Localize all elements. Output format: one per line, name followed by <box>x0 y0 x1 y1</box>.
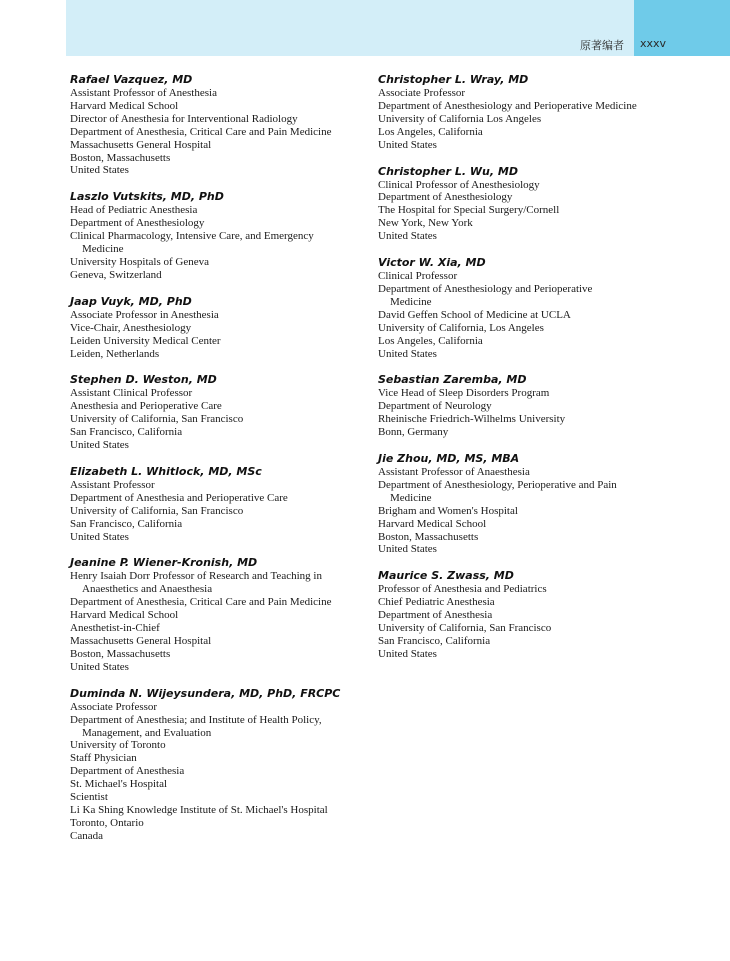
affiliation-line: Department of Anesthesia; and Institute of Health Policy, <box>70 713 322 726</box>
contributor-entry <box>70 464 370 544</box>
affiliation-line: Leiden University Medical Center <box>70 334 221 347</box>
header-band <box>66 0 634 56</box>
affiliation-line: Medicine <box>390 295 432 308</box>
contributors-column-left <box>70 72 370 855</box>
affiliation-line: Toronto, Ontario <box>70 816 144 829</box>
affiliation-line: Boston, Massachusetts <box>70 151 171 164</box>
affiliation-line: Harvard Medical School <box>378 517 487 530</box>
affiliation-line: Department of Anesthesiology <box>70 217 205 230</box>
affiliation-line: Bonn, Germany <box>378 426 449 439</box>
contributor-entry <box>70 72 370 177</box>
contributor-entry <box>378 72 668 152</box>
affiliation-line: Department of Anesthesia, Critical Care and Pain Medicine <box>70 596 332 609</box>
affiliation-line: University of California, San Francisco <box>70 413 244 426</box>
affiliation-line: San Francisco, California <box>70 426 183 439</box>
affiliation-line: University Hospitals of Geneva <box>70 255 209 268</box>
contributor-entry <box>378 255 668 360</box>
affiliation-line: University of California, San Francisco <box>70 504 244 517</box>
affiliation-line: Management, and Evaluation <box>82 726 212 739</box>
affiliation-line: David Geffen School of Medicine at UCLA <box>378 308 571 321</box>
affiliation-line: Medicine <box>390 491 432 504</box>
contributor-name: Laszlo Vutskits, MD, PhD <box>70 190 224 204</box>
contributor-name: Maurice S. Zwass, MD <box>378 569 514 583</box>
affiliation-line: University of Toronto <box>70 739 166 752</box>
affiliation-line: Assistant Professor of Anaesthesia <box>378 466 530 479</box>
contributor-name: Christopher L. Wray, MD <box>378 73 529 86</box>
affiliation-line: The Hospital for Special Surgery/Cornell <box>378 204 560 217</box>
affiliation-line: Clinical Pharmacology, Intensive Care, and Emergency <box>70 230 314 243</box>
affiliation-line: Associate Professor <box>378 87 466 99</box>
contributor-name: Rafael Vazquez, MD <box>70 73 193 86</box>
affiliation-line: St. Michael's Hospital <box>70 778 168 791</box>
affiliation-line: Boston, Massachusetts <box>70 647 171 660</box>
affiliation-line: University of California, Los Angeles <box>378 321 544 334</box>
affiliation-line: Vice-Chair, Anesthesiology <box>70 321 192 334</box>
affiliation-line: United States <box>70 660 129 673</box>
affiliation-line: Head of Pediatric Anesthesia <box>70 204 198 217</box>
affiliation-line: San Francisco, California <box>70 517 183 530</box>
affiliation-line: Chief Pediatric Anesthesia <box>378 596 495 609</box>
affiliation-line: United States <box>70 530 129 543</box>
affiliation-line: San Francisco, California <box>378 635 491 647</box>
affiliation-line: United States <box>378 138 437 151</box>
affiliation-line: New York, New York <box>378 217 473 230</box>
contributor-name: Duminda N. Wijeysundera, MD, PhD, FRCPC <box>70 686 341 700</box>
contributor-name: Victor W. Xia, MD <box>378 256 486 270</box>
contributor-name: Jie Zhou, MD, MS, MBA <box>378 452 520 466</box>
affiliation-line: Department of Anesthesia <box>70 765 185 778</box>
affiliation-line: Department of Anesthesiology and Perioperative Medicine <box>378 99 637 112</box>
affiliation-line: University of California Los Angeles <box>378 112 542 125</box>
affiliation-line: Department of Anesthesiology and Perioperative <box>378 282 593 295</box>
affiliation-line: Los Angeles, California <box>378 334 483 347</box>
affiliation-line: Scientist <box>70 791 108 804</box>
affiliation-line: Assistant Professor of Anesthesia <box>70 87 217 99</box>
affiliation-line: Assistant Clinical Professor <box>70 387 193 400</box>
contributor-name: Christopher L. Wu, MD <box>378 164 518 178</box>
contributor-entry <box>70 555 370 673</box>
running-head: 原著编者 <box>580 39 624 52</box>
affiliation-line: Rheinische Friedrich-Wilhelms University <box>378 413 566 426</box>
affiliation-line: Anaesthetics and Anaesthesia <box>82 583 213 596</box>
affiliation-line: Department of Anesthesiology, Perioperative and Pain <box>378 478 617 491</box>
affiliation-line: Geneva, Switzerland <box>70 268 162 281</box>
affiliation-line: Leiden, Netherlands <box>70 347 160 360</box>
contributor-entry <box>378 451 668 556</box>
contributor-name: Sebastian Zaremba, MD <box>378 373 527 387</box>
affiliation-line: Henry Isaiah Dorr Professor of Research and Teaching in <box>70 570 322 583</box>
affiliation-line: University of California, San Francisco <box>378 622 552 635</box>
contributor-entry <box>70 372 370 452</box>
affiliation-line: United States <box>70 164 129 177</box>
affiliation-line: Vice Head of Sleep Disorders Program <box>378 387 550 400</box>
affiliation-line: Clinical Professor of Anesthesiology <box>378 178 540 191</box>
contributors-column-right <box>378 72 668 673</box>
affiliation-line: Boston, Massachusetts <box>378 530 479 543</box>
contributor-entry <box>70 189 370 281</box>
contributor-name: Jeanine P. Wiener-Kronish, MD <box>70 556 258 570</box>
affiliation-line: Department of Anesthesia <box>378 609 493 622</box>
affiliation-line: Professor of Anesthesia and Pediatrics <box>378 583 547 596</box>
contributor-name: Stephen D. Weston, MD <box>70 373 217 387</box>
affiliation-line: Harvard Medical School <box>70 609 179 622</box>
affiliation-line: Medicine <box>82 243 124 256</box>
affiliation-line: Associate Professor <box>70 700 158 713</box>
affiliation-line: Staff Physician <box>70 752 137 765</box>
affiliation-line: Los Angeles, California <box>378 125 483 138</box>
affiliation-line: Director of Anesthesia for Interventional Radiology <box>70 112 298 125</box>
affiliation-line: Li Ka Shing Knowledge Institute of St. Michael's Hospital <box>70 803 328 816</box>
affiliation-line: Anesthetist-in-Chief <box>70 622 160 635</box>
affiliation-line: United States <box>378 347 437 360</box>
affiliation-line: Harvard Medical School <box>70 99 179 112</box>
contributor-entry <box>378 164 668 244</box>
contributor-entry <box>70 294 370 361</box>
contributor-entry <box>378 372 668 439</box>
contributor-name: Elizabeth L. Whitlock, MD, MSc <box>70 464 262 478</box>
affiliation-line: Assistant Professor <box>70 478 155 491</box>
affiliation-line: Massachusetts General Hospital <box>70 635 212 647</box>
contributor-name: Jaap Vuyk, MD, PhD <box>70 294 192 308</box>
affiliation-line: United States <box>70 439 129 452</box>
affiliation-line: Anesthesia and Perioperative Care <box>70 400 222 413</box>
contributor-entry <box>378 568 668 660</box>
page-number: xxxv <box>640 37 667 50</box>
contributor-entry <box>70 686 370 843</box>
affiliation-line: Canada <box>70 829 103 842</box>
affiliation-line: Massachusetts General Hospital <box>70 138 212 151</box>
affiliation-line: United States <box>378 543 437 556</box>
affiliation-line: Associate Professor in Anesthesia <box>70 308 219 321</box>
affiliation-line: Clinical Professor <box>378 270 458 283</box>
affiliation-line: United States <box>378 647 437 660</box>
affiliation-line: United States <box>378 230 437 243</box>
affiliation-line: Department of Anesthesia, Critical Care and Pain Medicine <box>70 125 332 138</box>
affiliation-line: Brigham and Women's Hospital <box>378 504 518 517</box>
affiliation-line: Department of Anesthesia and Perioperative Care <box>70 491 288 504</box>
affiliation-line: Department of Neurology <box>378 400 492 413</box>
affiliation-line: Department of Anesthesiology <box>378 191 513 204</box>
